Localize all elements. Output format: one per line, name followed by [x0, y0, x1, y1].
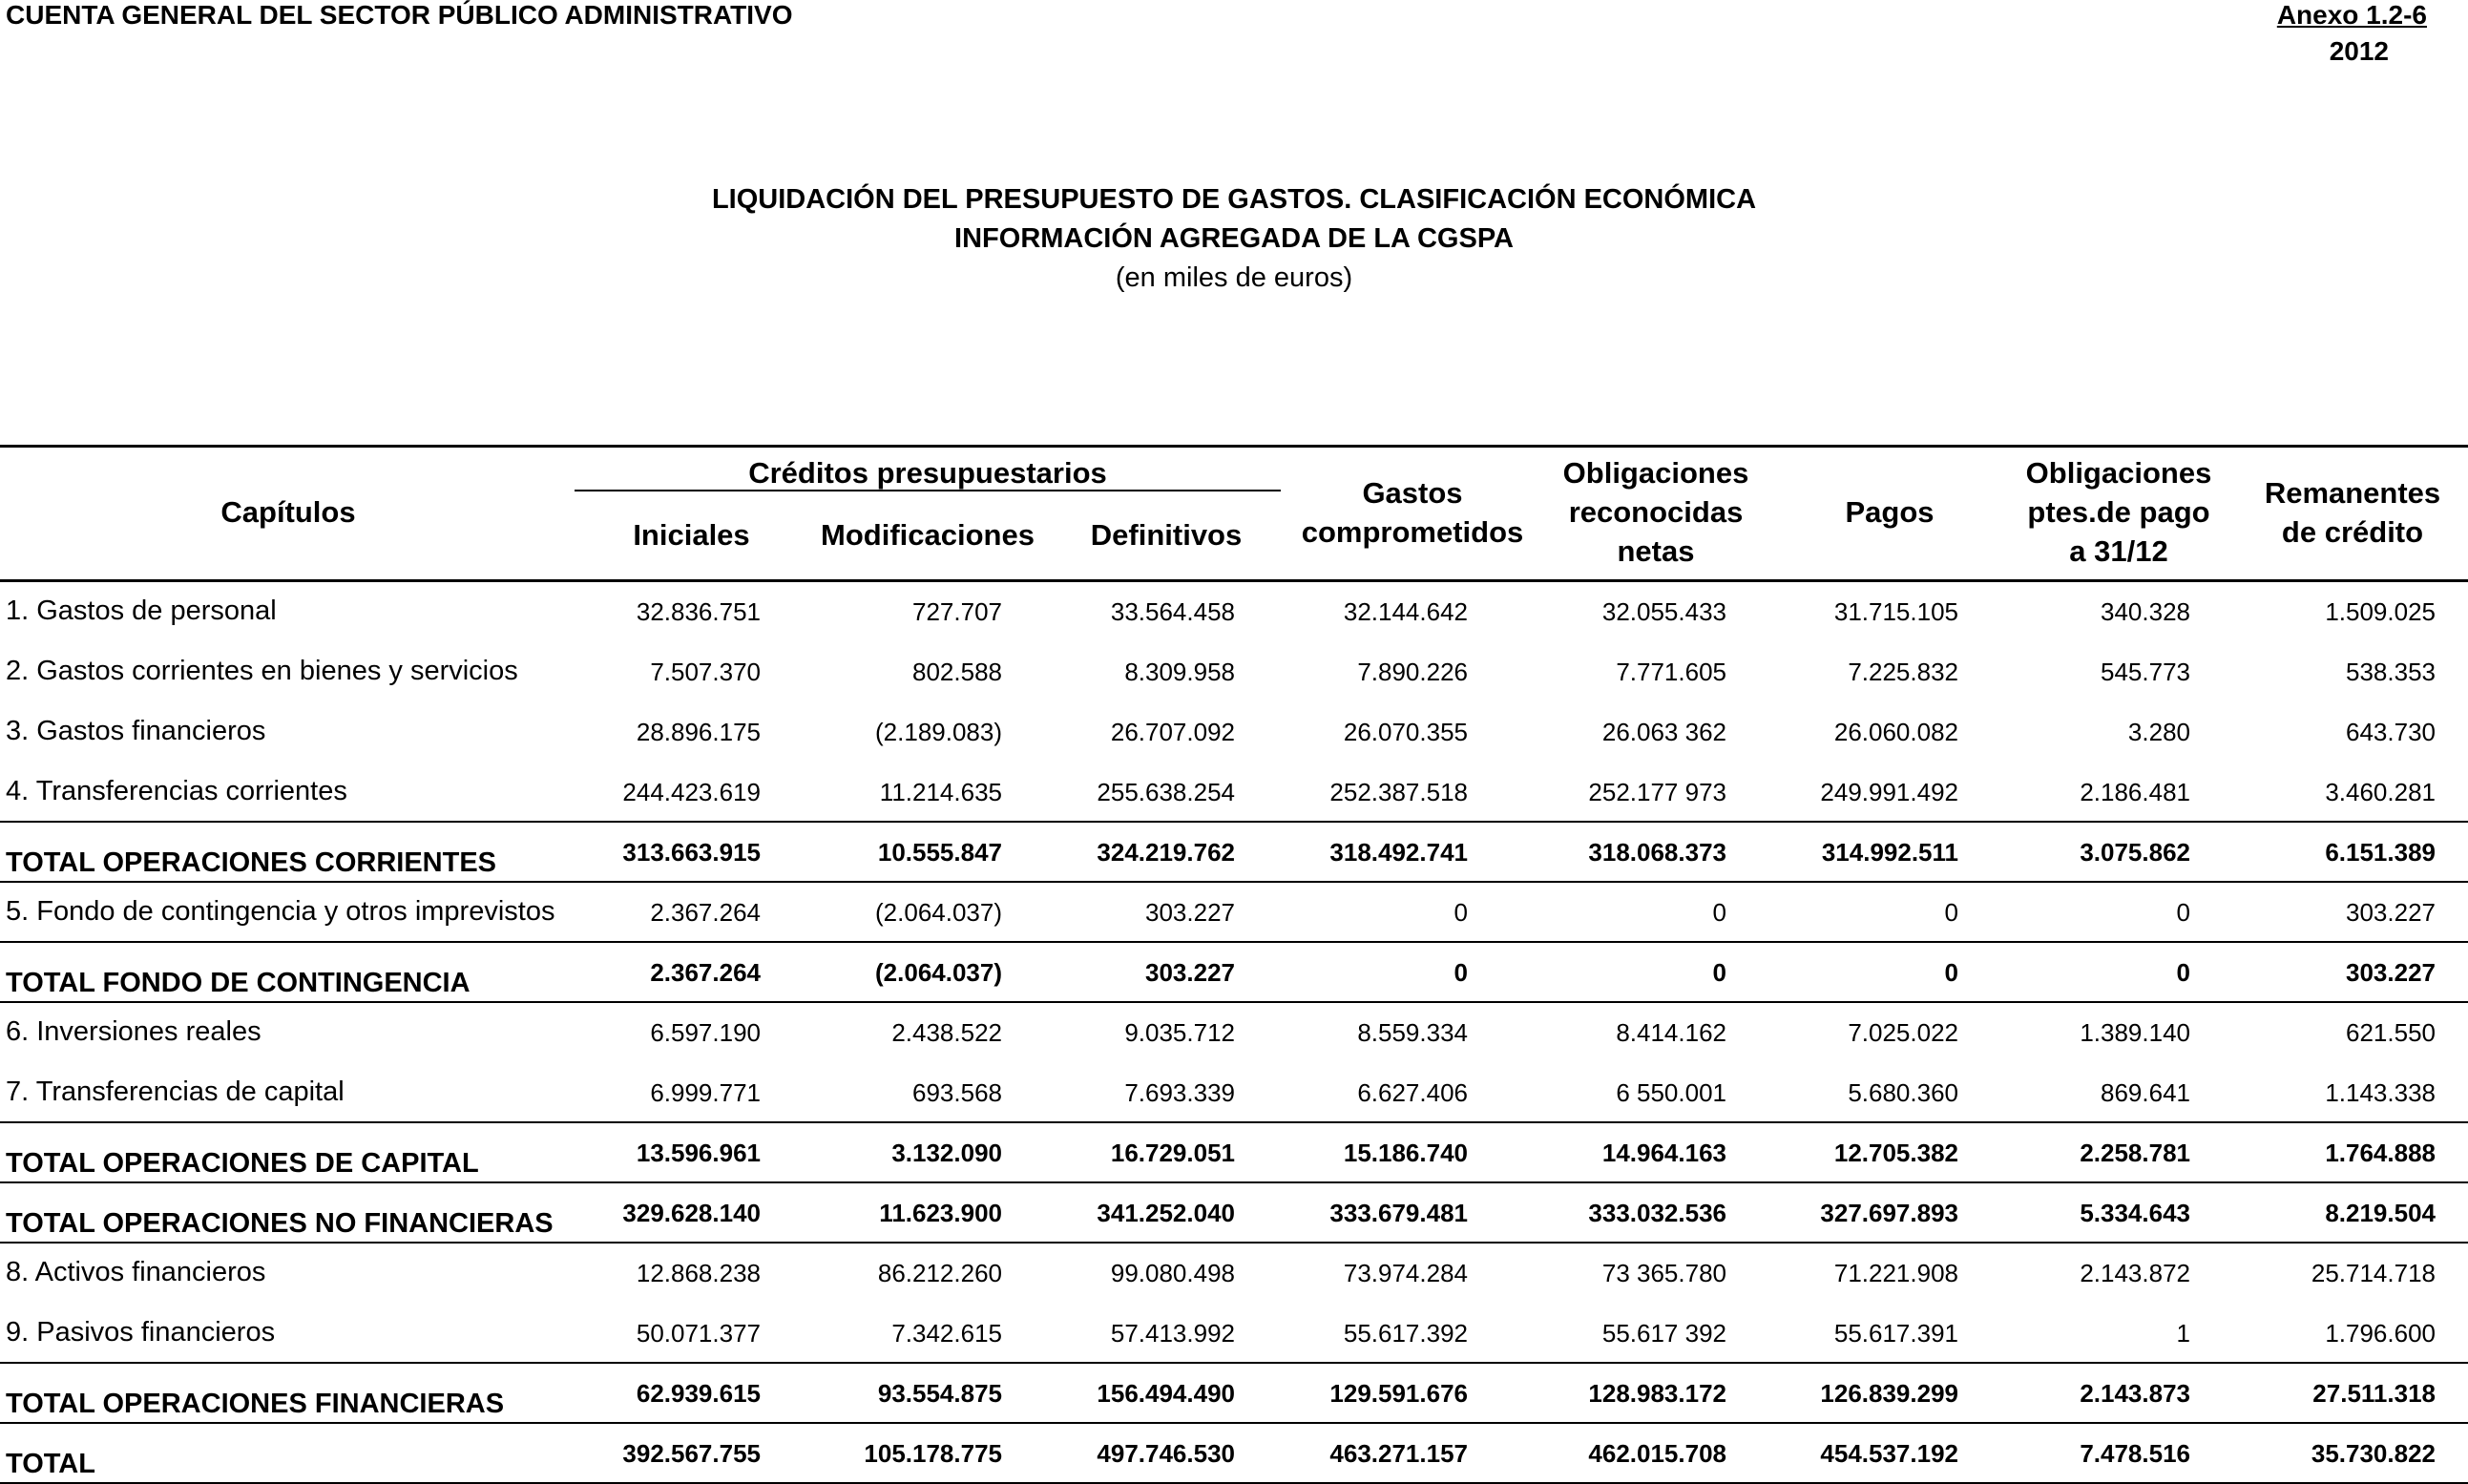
- row-value: 73.974.284: [1343, 1259, 1468, 1287]
- row-value: 7.225.832: [1848, 658, 1958, 686]
- row-value: 621.550: [2346, 1018, 2436, 1047]
- row-value: 0: [1944, 958, 1958, 987]
- row-label: 6. Inversiones reales: [6, 1016, 261, 1047]
- year-label: 2012: [2329, 36, 2389, 66]
- row-value: 13.596.961: [636, 1139, 761, 1167]
- row-value: 129.591.676: [1329, 1379, 1468, 1408]
- row-value: 0: [1944, 898, 1958, 927]
- row-value: 0: [2176, 958, 2190, 987]
- row-value: 10.555.847: [877, 838, 1002, 867]
- row-value: 303.227: [2346, 898, 2436, 927]
- row-value: 50.071.377: [636, 1319, 761, 1348]
- row-value: 2.143.872: [2080, 1259, 2190, 1287]
- row-value: 8.414.162: [1616, 1018, 1726, 1047]
- row-value: 86.212.260: [877, 1259, 1002, 1287]
- row-value: 15.186.740: [1343, 1139, 1468, 1167]
- row-value: 2.438.522: [891, 1018, 1002, 1047]
- row-value: 454.537.192: [1820, 1439, 1958, 1468]
- header-ptes-line3: a 31/12: [2069, 534, 2168, 568]
- row-value: 105.178.775: [864, 1439, 1002, 1468]
- row-value: 497.746.530: [1097, 1439, 1235, 1468]
- row-value: 1.764.888: [2325, 1139, 2436, 1167]
- row-value: 7.890.226: [1357, 658, 1468, 686]
- row-value: 341.252.040: [1097, 1199, 1235, 1227]
- header-oblig-line2: reconocidas: [1568, 495, 1744, 529]
- row-value: 26.707.092: [1110, 718, 1235, 746]
- row-value: 303.227: [2346, 958, 2436, 987]
- row-label: TOTAL: [6, 1449, 95, 1479]
- row-value: 8.559.334: [1357, 1018, 1468, 1047]
- row-value: 55.617 392: [1601, 1319, 1726, 1348]
- row-label: 5. Fondo de contingencia y otros imprevistos: [6, 896, 555, 927]
- row-value: 2.258.781: [2080, 1139, 2190, 1167]
- row-value: 9.035.712: [1124, 1018, 1235, 1047]
- row-value: 32.055.433: [1601, 597, 1726, 626]
- row-separator-rule: [0, 1422, 2468, 1424]
- row-value: 3.280: [2127, 718, 2190, 746]
- row-label: 9. Pasivos financieros: [6, 1317, 276, 1348]
- row-value: 2.186.481: [2080, 778, 2190, 806]
- row-value: 0: [2176, 898, 2190, 927]
- annex-label: Anexo 1.2-6: [2276, 0, 2427, 30]
- row-value: 99.080.498: [1110, 1259, 1235, 1287]
- row-value: 11.214.635: [879, 778, 1002, 806]
- row-value: 6.999.771: [650, 1078, 761, 1107]
- report-title: LIQUIDACIÓN DEL PRESUPUESTO DE GASTOS. CLASIFICACIÓN ECONÓMICA: [711, 184, 1757, 215]
- row-value: 11.623.900: [879, 1199, 1002, 1227]
- row-label: 1. Gastos de personal: [6, 596, 277, 626]
- row-value: 93.554.875: [877, 1379, 1002, 1408]
- row-value: 128.983.172: [1588, 1379, 1726, 1408]
- row-separator-rule: [0, 881, 2468, 883]
- row-value: 7.025.022: [1848, 1018, 1958, 1047]
- row-separator-rule: [0, 1001, 2468, 1003]
- row-value: 727.707: [912, 597, 1002, 626]
- row-value: 252.387.518: [1329, 778, 1468, 806]
- header-pagos: Pagos: [1845, 495, 1935, 529]
- row-value: 340.328: [2101, 597, 2190, 626]
- row-value: 3.075.862: [2080, 838, 2190, 867]
- header-gastos-line2: comprometidos: [1301, 515, 1524, 549]
- row-separator-rule: [0, 1181, 2468, 1183]
- row-value: 244.423.619: [622, 778, 761, 806]
- row-value: 35.730.822: [2311, 1439, 2436, 1468]
- row-value: 1.509.025: [2325, 597, 2436, 626]
- table-row: [0, 881, 2468, 941]
- row-value: 7.342.615: [891, 1319, 1002, 1348]
- row-value: 538.353: [2346, 658, 2436, 686]
- table-total-row: [0, 1181, 2468, 1242]
- row-value: 12.868.238: [636, 1259, 761, 1287]
- row-value: 802.588: [912, 658, 1002, 686]
- row-separator-rule: [0, 1121, 2468, 1123]
- row-value: 71.221.908: [1833, 1259, 1958, 1287]
- row-value: 16.729.051: [1110, 1139, 1235, 1167]
- row-value: 545.773: [2101, 658, 2190, 686]
- row-value: 869.641: [2101, 1078, 2190, 1107]
- header-obligaciones-ptes: [1995, 453, 2243, 571]
- header-creditos-group: Créditos presupuestarios: [748, 456, 1107, 490]
- row-value: 32.836.751: [636, 597, 761, 626]
- row-value: 7.693.339: [1124, 1078, 1235, 1107]
- table-row: [0, 1242, 2468, 1302]
- row-value: 463.271.157: [1329, 1439, 1468, 1468]
- table-total-row: [0, 1121, 2468, 1181]
- row-value: 26.070.355: [1343, 718, 1468, 746]
- row-value: 5.680.360: [1848, 1078, 1958, 1107]
- row-value: 25.714.718: [2311, 1259, 2436, 1287]
- row-label: TOTAL OPERACIONES DE CAPITAL: [6, 1148, 479, 1179]
- row-label: TOTAL OPERACIONES NO FINANCIERAS: [6, 1208, 554, 1239]
- table-total-row: [0, 941, 2468, 1001]
- row-separator-rule: [0, 1242, 2468, 1244]
- row-value: 62.939.615: [636, 1379, 761, 1408]
- header-oblig-line1: Obligaciones: [1562, 456, 1749, 490]
- table-row: [0, 700, 2468, 761]
- row-value: (2.189.083): [875, 718, 1002, 746]
- row-value: 249.991.492: [1820, 778, 1958, 806]
- row-value: 0: [1712, 898, 1726, 927]
- row-value: 32.144.642: [1343, 597, 1468, 626]
- row-value: 6.597.190: [650, 1018, 761, 1047]
- row-label: 8. Activos financieros: [6, 1257, 266, 1287]
- header-capitulos: Capítulos: [220, 495, 356, 529]
- row-value: 1.389.140: [2080, 1018, 2190, 1047]
- table-row: [0, 1061, 2468, 1121]
- row-separator-rule: [0, 941, 2468, 943]
- header-ptes-line1: Obligaciones: [2025, 456, 2212, 490]
- report-subtitle: INFORMACIÓN AGREGADA DE LA CGSPA: [954, 223, 1514, 254]
- row-value: 313.663.915: [622, 838, 761, 867]
- header-gastos-line1: Gastos: [1362, 476, 1463, 510]
- table-row: [0, 580, 2468, 640]
- table-row: [0, 640, 2468, 700]
- row-value: 26.060.082: [1833, 718, 1958, 746]
- table-row: [0, 1001, 2468, 1061]
- row-value: 1: [2176, 1319, 2190, 1348]
- row-value: 12.705.382: [1833, 1139, 1958, 1167]
- row-value: 7.507.370: [650, 658, 761, 686]
- row-value: 462.015.708: [1588, 1439, 1726, 1468]
- row-value: 27.511.318: [2312, 1379, 2436, 1408]
- row-separator-rule: [0, 1362, 2468, 1364]
- row-value: 156.494.490: [1097, 1379, 1235, 1408]
- row-value: 643.730: [2346, 718, 2436, 746]
- row-value: (2.064.037): [875, 898, 1002, 927]
- table-total-row: [0, 821, 2468, 881]
- header-rem-line1: Remanentes: [2264, 476, 2441, 510]
- row-value: 255.638.254: [1097, 778, 1235, 806]
- row-value: 0: [1454, 898, 1468, 927]
- row-value: 126.839.299: [1820, 1379, 1958, 1408]
- row-label: 7. Transferencias de capital: [6, 1076, 345, 1107]
- row-value: 2.367.264: [650, 898, 761, 927]
- row-value: 0: [1454, 958, 1468, 987]
- row-label: 4. Transferencias corrientes: [6, 776, 347, 806]
- row-value: 392.567.755: [622, 1439, 761, 1468]
- row-value: 6 550.001: [1616, 1078, 1726, 1107]
- header-modificaciones: Modificaciones: [821, 518, 1035, 552]
- header-remanentes: [2243, 473, 2462, 552]
- header-gastos-comprometidos: [1279, 473, 1546, 552]
- row-value: 318.492.741: [1329, 838, 1468, 867]
- row-value: 2.367.264: [650, 958, 761, 987]
- row-value: 28.896.175: [636, 718, 761, 746]
- row-value: 252.177 973: [1588, 778, 1726, 806]
- header-ptes-line2: ptes.de pago: [2027, 495, 2210, 529]
- row-value: 7.771.605: [1616, 658, 1726, 686]
- row-label: 2. Gastos corrientes en bienes y servicios: [6, 656, 518, 686]
- row-value: 333.679.481: [1329, 1199, 1468, 1227]
- row-value: 3.460.281: [2325, 778, 2436, 806]
- table-total-row: [0, 1362, 2468, 1422]
- row-label: TOTAL OPERACIONES FINANCIERAS: [6, 1389, 505, 1419]
- row-value: 314.992.511: [1821, 838, 1958, 867]
- header-definitivos: Definitivos: [1090, 518, 1243, 552]
- report-units: (en miles de euros): [1115, 262, 1353, 293]
- row-value: 8.219.504: [2325, 1199, 2436, 1227]
- row-value: 327.697.893: [1820, 1199, 1958, 1227]
- header-oblig-line3: netas: [1617, 534, 1695, 568]
- row-value: 14.964.163: [1601, 1139, 1726, 1167]
- row-value: 318.068.373: [1588, 838, 1726, 867]
- row-value: 693.568: [912, 1078, 1002, 1107]
- row-value: 1.796.600: [2325, 1319, 2436, 1348]
- row-value: 1.143.338: [2325, 1078, 2436, 1107]
- row-value: 8.309.958: [1124, 658, 1235, 686]
- header-obligaciones-reconocidas: [1527, 453, 1785, 571]
- row-value: 324.219.762: [1097, 838, 1235, 867]
- organization-title: CUENTA GENERAL DEL SECTOR PÚBLICO ADMINISTRATIVO: [6, 0, 793, 30]
- row-separator-rule: [0, 821, 2468, 823]
- header-iniciales: Iniciales: [633, 518, 750, 552]
- row-value: 3.132.090: [891, 1139, 1002, 1167]
- row-value: 33.564.458: [1110, 597, 1235, 626]
- row-value: 333.032.536: [1588, 1199, 1726, 1227]
- row-value: 2.143.873: [2080, 1379, 2190, 1408]
- row-value: 0: [1712, 958, 1726, 987]
- table-row: [0, 1302, 2468, 1362]
- table-top-rule: [0, 445, 2468, 448]
- row-value: 303.227: [1145, 898, 1235, 927]
- row-label: TOTAL FONDO DE CONTINGENCIA: [6, 968, 471, 998]
- row-value: (2.064.037): [875, 958, 1002, 987]
- row-value: 26.063 362: [1601, 718, 1726, 746]
- table-total-row: [0, 1422, 2468, 1482]
- table-row: [0, 761, 2468, 821]
- row-value: 329.628.140: [622, 1199, 761, 1227]
- row-value: 6.151.389: [2325, 838, 2436, 867]
- row-label: TOTAL OPERACIONES CORRIENTES: [6, 847, 496, 878]
- row-value: 57.413.992: [1110, 1319, 1235, 1348]
- row-value: 7.478.516: [2080, 1439, 2190, 1468]
- row-value: 55.617.392: [1343, 1319, 1468, 1348]
- row-value: 5.334.643: [2080, 1199, 2190, 1227]
- row-value: 73 365.780: [1601, 1259, 1726, 1287]
- header-rem-line2: de crédito: [2281, 515, 2424, 549]
- row-value: 31.715.105: [1833, 597, 1958, 626]
- row-value: 303.227: [1145, 958, 1235, 987]
- row-label: 3. Gastos financieros: [6, 716, 266, 746]
- row-value: 55.617.391: [1833, 1319, 1958, 1348]
- row-value: 6.627.406: [1357, 1078, 1468, 1107]
